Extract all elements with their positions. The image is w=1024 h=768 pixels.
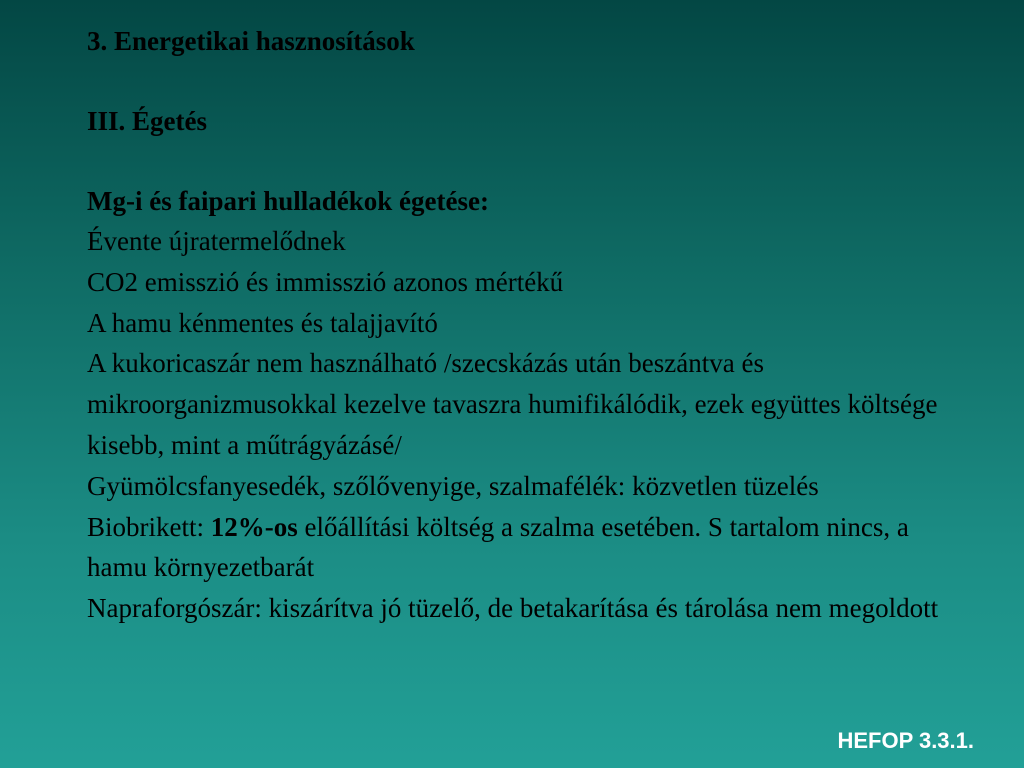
body-line: A kukoricaszár nem használható /szecskázás után beszántva és mikroorganizmusokkal kezelve tavaszra humifikálódik, ezek együttes költsége kisebb, mint a műtrágyázásé/ xyxy=(87,348,938,460)
biobrikett-suffix: előállítási költség a szalma esetében. S tartalom nincs, a hamu környezetbarát xyxy=(87,511,909,583)
body-line: Gyümölcsfanyesedék, szőlővenyige, szalmafélék: közvetlen tüzelés xyxy=(87,470,819,501)
body-line: CO2 emisszió és immisszió azonos mértékű xyxy=(87,266,564,297)
biobrikett-line xyxy=(87,507,967,589)
spacer xyxy=(87,141,967,181)
section-title: 3. Energetikai hasznosítások xyxy=(87,26,415,56)
subsection-title: III. Égetés xyxy=(87,106,207,136)
body-line: A hamu kénmentes és talajjavító xyxy=(87,307,438,338)
body-line: Évente újratermelődnek xyxy=(87,226,346,256)
body-line: Napraforgószár: kiszárítva jó tüzelő, de betakarítása és tárolása nem megoldott xyxy=(87,593,939,624)
topic-heading: Mg-i és faipari hulladékok égetése: xyxy=(87,186,489,216)
biobrikett-prefix: Biobrikett: xyxy=(87,511,211,542)
biobrikett-emphasis: 12%-os xyxy=(210,511,298,542)
slide-content xyxy=(87,21,967,629)
footer-label: HEFOP 3.3.1. xyxy=(837,728,974,753)
spacer xyxy=(87,61,967,101)
